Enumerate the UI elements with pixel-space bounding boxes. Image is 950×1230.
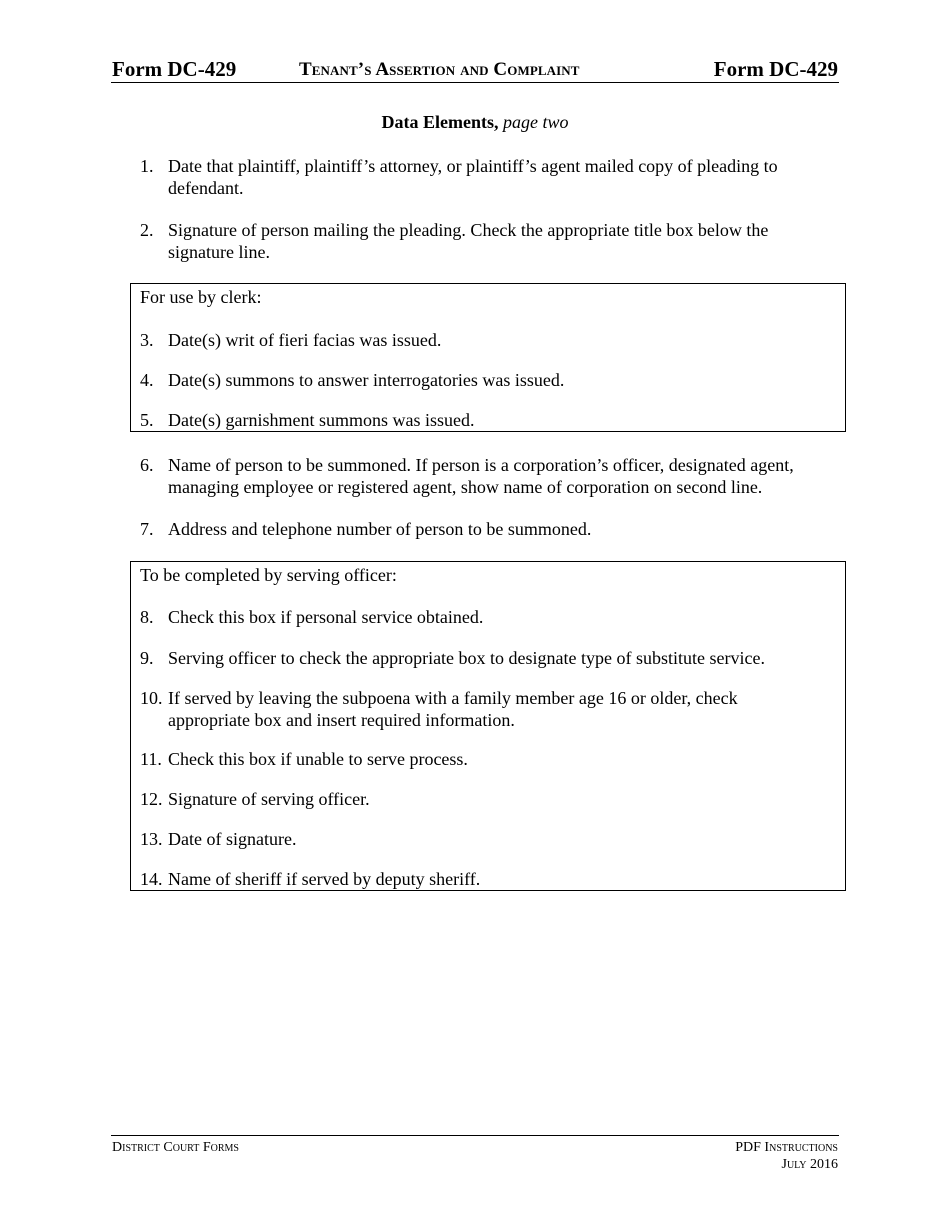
footer-right-line2: July 2016 — [781, 1157, 838, 1172]
list-item — [140, 329, 830, 351]
list-item — [140, 828, 830, 850]
subtitle-italic: page two — [502, 112, 569, 132]
item-number: 6. — [140, 455, 154, 475]
subtitle-bold: Data Elements, — [381, 112, 499, 132]
page-footer — [111, 1135, 839, 1172]
list-item — [140, 409, 830, 431]
item-text: Check this box if personal service obtained. — [168, 607, 484, 627]
item-text: Name of person to be summoned. If person is a corporation’s officer, designated agent, managing employee or registered agent, show name of corporation on second line. — [168, 455, 794, 497]
list-item — [140, 606, 830, 628]
item-number: 4. — [140, 370, 154, 390]
item-text: Signature of serving officer. — [168, 789, 370, 809]
list-item — [140, 454, 830, 498]
item-text: Date of signature. — [168, 829, 297, 849]
page-header — [111, 56, 839, 83]
list-item — [140, 748, 830, 770]
item-number: 10. — [140, 688, 163, 708]
item-number: 7. — [140, 519, 154, 539]
item-text: If served by leaving the subpoena with a family member age 16 or older, check appropriate box and insert required information. — [168, 688, 738, 730]
item-number: 11. — [140, 749, 162, 769]
footer-right — [735, 1139, 838, 1173]
list-item — [140, 155, 830, 199]
list-item — [140, 868, 830, 890]
item-text: Date(s) summons to answer interrogatories was issued. — [168, 370, 565, 390]
list-item — [140, 788, 830, 810]
item-text: Serving officer to check the appropriate box to designate type of substitute service. — [168, 648, 765, 668]
item-text: Date(s) garnishment summons was issued. — [168, 410, 475, 430]
list-item — [140, 518, 830, 540]
item-number: 9. — [140, 648, 154, 668]
item-text: Signature of person mailing the pleading. Check the appropriate title box below the signature line. — [168, 220, 769, 262]
item-number: 13. — [140, 829, 163, 849]
item-text: Date(s) writ of fieri facias was issued. — [168, 330, 442, 350]
footer-left: District Court Forms — [112, 1140, 239, 1155]
officer-box-label: To be completed by serving officer: — [140, 565, 397, 585]
item-text: Date that plaintiff, plaintiff’s attorney, or plaintiff’s agent mailed copy of pleading to defendant. — [168, 156, 778, 198]
item-text: Address and telephone number of person to be summoned. — [168, 519, 592, 539]
item-number: 14. — [140, 869, 163, 889]
form-number-left: Form DC-429 — [112, 57, 237, 81]
list-item — [140, 369, 830, 391]
item-number: 5. — [140, 410, 154, 430]
item-number: 3. — [140, 330, 154, 350]
list-item — [140, 219, 830, 263]
list-item — [140, 687, 780, 731]
clerk-box-label: For use by clerk: — [140, 287, 262, 307]
item-text: Check this box if unable to serve process. — [168, 749, 468, 769]
item-number: 8. — [140, 607, 154, 627]
item-text: Name of sheriff if served by deputy sheriff. — [168, 869, 481, 889]
form-title: Tenant’s Assertion and Complaint — [299, 59, 580, 80]
item-number: 12. — [140, 789, 163, 809]
list-item — [140, 647, 830, 669]
footer-right-line1: PDF Instructions — [735, 1140, 838, 1155]
section-subtitle — [0, 111, 950, 133]
item-number: 2. — [140, 220, 154, 240]
item-number: 1. — [140, 156, 154, 176]
form-number-right: Form DC-429 — [713, 57, 838, 81]
